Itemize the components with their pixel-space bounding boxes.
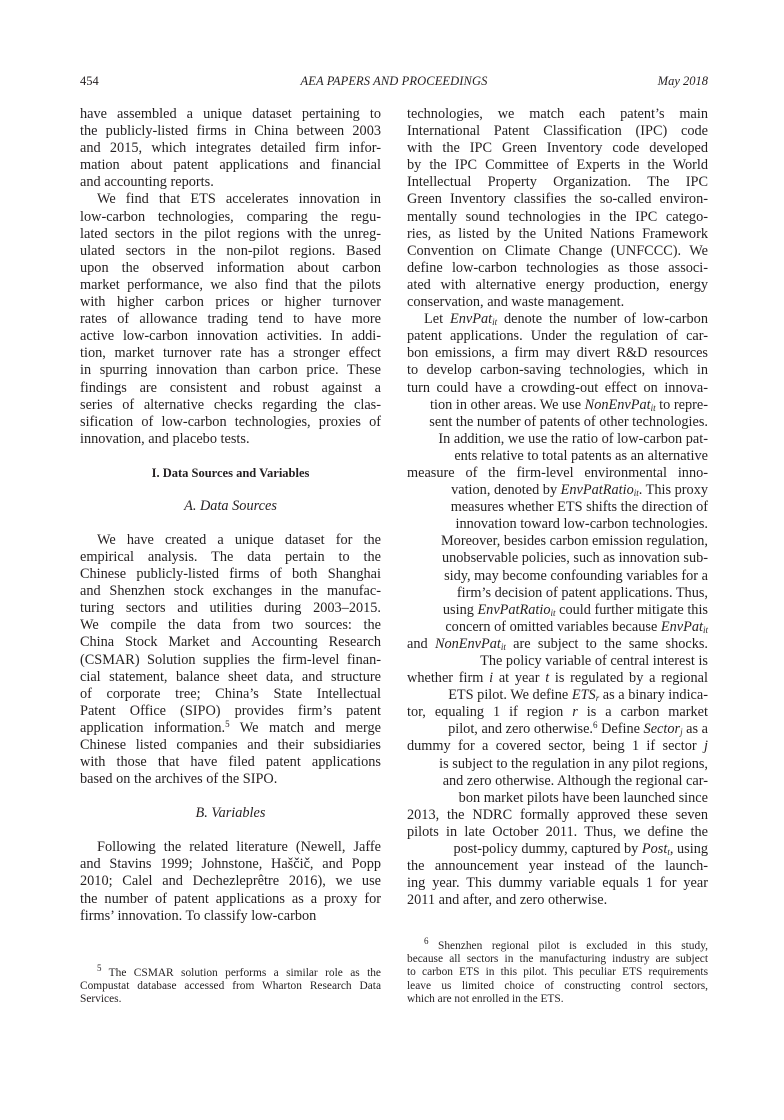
text-line: innovation, and placebo tests. (80, 430, 250, 447)
text-line: define low-carbon technologies as those associ- (407, 259, 708, 276)
text-line (407, 311, 708, 328)
variable-envpat: EnvPat (660, 618, 703, 635)
journal-title: AEA PAPERS AND PROCEEDINGS (300, 74, 488, 88)
footnote-5 (80, 963, 381, 1007)
envpat-paragraph (407, 311, 708, 653)
text-run: Define (597, 721, 644, 738)
text-line: series of alternative checks regarding the clas- (80, 396, 381, 413)
variable-envpatratio: EnvPatRatio (560, 482, 634, 499)
text-run: vation, denoted by (451, 482, 561, 499)
text-run: application information. (80, 719, 226, 736)
text-line: sent the number of patents of other technologies. (429, 413, 708, 430)
text-line: by the IPC Committee of Experts in the World (407, 157, 708, 174)
variable-i: i (489, 670, 494, 687)
text-line: based on the archives of the SIPO. (80, 771, 278, 788)
text-line: the number of patent applications as a proxy for (80, 890, 381, 907)
text-line (407, 397, 708, 414)
variable-t: t (545, 670, 550, 687)
text-line: patent applications. Under the regulation of car- (407, 328, 708, 345)
variable-nonenvpat: NonEnvPat (434, 635, 501, 652)
text-line: Chinese listed companies and their subsidiaries (80, 737, 381, 753)
text-line: Moreover, besides carbon emission regulation, (440, 533, 708, 550)
subscript: it (500, 641, 506, 652)
text-run: , using (669, 841, 708, 858)
text-line: rates of allowance trading tend to have more (80, 311, 381, 328)
text-line (407, 841, 708, 858)
text-run: could further mitigate this (555, 601, 708, 618)
text-run: tor, equaling 1 if region (407, 704, 573, 721)
variable-sector: Sector (643, 721, 681, 738)
variable-post: Post (641, 841, 668, 858)
text-line: Compustat database accessed from Wharton Research Data (80, 980, 381, 993)
text-line: mation about patent applications and financial (80, 157, 381, 174)
text-line: unobservable policies, such as innovation sub- (441, 550, 708, 567)
text-line: Convention on Climate Change (UNFCCC). We (407, 242, 708, 259)
text-run: is regulated by a regional (549, 670, 708, 687)
subscript: it (650, 402, 656, 413)
variable-ets: ETS (571, 687, 596, 704)
variables-paragraph (80, 839, 381, 924)
text-line: turn could have a crowding-out effect on innova- (407, 379, 708, 396)
text-line: 2013, the NDRC formally approved these seven (407, 806, 708, 823)
footnote-6 (407, 936, 708, 1006)
text-line: have assembled a unique dataset pertaining to (80, 106, 381, 122)
text-line: firm’s decision of patent applications. Thus, (456, 584, 708, 601)
text-line: mentally sound technologies in the IPC catego- (407, 208, 708, 225)
left-column (80, 106, 381, 925)
policy-paragraph (407, 653, 708, 909)
text-run: at year (493, 670, 546, 687)
subscript: it (702, 624, 708, 635)
text-line: of corporate tree; China’s State Intellectual (80, 685, 381, 702)
text-run: Shenzhen regional pilot is excluded in this study, (428, 940, 708, 952)
text-line: China Stock Market and Accounting Research (80, 634, 381, 651)
text-line: firms’ innovation. To classify low-carbon (80, 907, 317, 924)
text-run: Let (424, 311, 450, 328)
text-line: with higher carbon prices or higher turnover (80, 294, 381, 311)
text-line (407, 936, 708, 953)
text-run: dummy for a covered sector, being 1 if sector (407, 738, 705, 755)
text-line: turing sectors and utilities during 2003–2015. (80, 600, 381, 617)
text-line: Chinese publicly-listed firms of both Shanghai (80, 566, 381, 583)
text-line: sidy, may become confounding variables for a (444, 567, 708, 584)
subscript: r (595, 693, 600, 704)
text-line: ing year. This dummy variable equals 1 for year (407, 875, 708, 892)
text-line: the announcement year instead of the launch- (407, 858, 708, 875)
text-line: because all sectors in the manufacturing industry are subject (407, 953, 708, 966)
text-line: which are not enrolled in the ETS. (407, 992, 564, 1005)
intro-paragraph (80, 106, 381, 191)
text-run: using (442, 601, 478, 618)
subscript: t (667, 847, 670, 858)
text-line: and Shenzhen stock exchanges in the manufac- (80, 583, 381, 600)
text-line: to develop carbon-saving technologies, which in (407, 362, 708, 379)
text-line (407, 704, 708, 721)
text-line (407, 619, 708, 636)
subsection-heading-a: A. Data Sources (184, 497, 277, 514)
text-line: 2011 and after, and zero otherwise. (407, 892, 608, 909)
text-line: active low-carbon innovation activities. In addi- (80, 328, 381, 345)
text-run: whether firm (407, 670, 490, 687)
text-line: tion, market turnover rate has a stronger effect (80, 345, 381, 362)
subscript: it (633, 488, 639, 499)
text-line: Green Inventory classifies the so-called environ- (407, 191, 708, 208)
text-run: ETS pilot. We define (448, 687, 572, 704)
variable-envpatratio: EnvPatRatio (477, 601, 551, 618)
text-line (407, 738, 708, 755)
text-line: bon emissions, a firm may divert R&D resources (407, 345, 708, 362)
footnote-ref-5[interactable]: 5 (225, 718, 230, 729)
text-line: with the IPC Green Inventory code developed (407, 140, 708, 157)
text-line (80, 720, 381, 737)
text-run: pilot, and zero otherwise. (448, 721, 593, 738)
issue-date: May 2018 (657, 74, 708, 88)
text-run: We match and merge (229, 719, 381, 736)
text-line: ries, as listed by the United Nations Framework (407, 225, 708, 242)
text-line: International Patent Classification (IPC) code (407, 123, 708, 140)
text-line: and Stavins 1999; Johnstone, Haščič, and Popp (80, 856, 381, 873)
text-line: Services. (80, 993, 122, 1006)
right-column (407, 106, 708, 909)
text-line: cial statement, balance sheet data, and structure (80, 668, 381, 685)
text-line: innovation toward low-carbon technologies. (455, 516, 708, 533)
text-line: Intellectual Property Organization. The IPC (407, 174, 708, 191)
text-line: The policy variable of central interest is (480, 653, 708, 669)
text-line: ulated sectors in the non-pilot regions. Based (80, 242, 381, 259)
text-line: and accounting reports. (80, 174, 214, 191)
text-line (407, 687, 708, 704)
footnote-marker: 5 (97, 963, 102, 973)
text-run: concern of omitted variables because (445, 618, 661, 635)
variable-envpat: EnvPat (449, 311, 493, 328)
text-line: pilots in late October 2011. Thus, we define the (407, 823, 708, 840)
text-line: conservation, and waste management. (407, 294, 625, 311)
text-line: technologies, we match each patent’s main (407, 106, 708, 122)
subscript: it (550, 607, 556, 618)
variable-r: r (572, 704, 578, 721)
page-number: 454 (80, 74, 99, 88)
subscript: j (680, 727, 683, 738)
text-line: We find that ETS accelerates innovation in (97, 191, 381, 208)
text-line: bon market pilots have been launched since (458, 789, 708, 806)
variable-nonenvpat: NonEnvPat (584, 396, 651, 413)
text-line: (CSMAR) Solution supplies the firm-level finan- (80, 651, 381, 668)
text-line: to carbon ETS in this pilot. This peculiar ETS requirements (407, 966, 708, 979)
footnote-ref-6[interactable]: 6 (593, 720, 598, 731)
text-line: low-carbon technologies, comparing the regu- (80, 208, 381, 225)
text-run: and (407, 635, 435, 652)
text-run: denote the number of low-carbon (497, 311, 708, 328)
text-line: We have created a unique dataset for the (97, 531, 381, 548)
text-line: lated sectors in the pilot regions with the unreg- (80, 225, 381, 242)
text-line (407, 602, 708, 619)
text-run: post-policy dummy, captured by (453, 841, 642, 858)
text-line: with those that have filed patent applications (80, 754, 381, 771)
subscript: it (492, 317, 498, 328)
text-line: We compile the data from two sources: the (80, 617, 381, 634)
text-line (407, 670, 708, 687)
text-line: the publicly-listed firms in China between 2003 (80, 123, 381, 140)
text-line: and zero otherwise. Although the regional car- (442, 772, 708, 789)
text-run: is a carbon market (577, 704, 708, 721)
text-line: measure of the firm-level environmental inno- (407, 464, 708, 481)
text-line: Following the related literature (Newell, Jaffe (97, 839, 381, 856)
subsection-heading-b: B. Variables (195, 805, 266, 822)
text-run: to repre- (655, 396, 708, 413)
text-line: and 2015, which integrates detailed firm infor- (80, 140, 381, 157)
text-line (80, 963, 381, 980)
findings-paragraph (80, 191, 381, 447)
text-line: leave us limited choice of constructing control sectors, (407, 979, 708, 992)
text-line: findings are consistent and robust against a (80, 379, 381, 396)
text-line: upon the observed information about carbon (80, 259, 381, 276)
text-line: is subject to the regulation in any pilot regions, (439, 755, 708, 772)
text-line: sification of low-carbon technologies, proxies of (80, 413, 381, 430)
classification-paragraph (407, 106, 708, 311)
text-run: are subject to the same shocks. (505, 635, 708, 652)
text-run: . This proxy (638, 482, 708, 499)
variable-j: j (704, 738, 708, 755)
text-line (407, 482, 708, 499)
text-line (407, 721, 708, 738)
section-heading: I. Data Sources and Variables (151, 465, 310, 480)
footnote-marker: 6 (424, 936, 429, 946)
text-line: ents relative to total patents as an alternative (454, 447, 708, 464)
text-line: Patent Office (SIPO) provides firm’s patent (80, 702, 381, 719)
text-line: in spurring innovation than carbon price. These (80, 362, 381, 379)
text-run: tion in other areas. We use (430, 396, 585, 413)
text-line: measures whether ETS shifts the direction of (450, 499, 708, 516)
text-line: 2010; Calel and Dechezleprêtre 2016), we use (80, 873, 381, 890)
text-run: as a binary indica- (599, 687, 708, 704)
text-line: In addition, we use the ratio of low-carbon pat- (438, 430, 708, 447)
text-line: market performance, we also find that the pilots (80, 276, 381, 293)
text-line (407, 636, 708, 653)
text-run: The CSMAR solution performs a similar role as the (101, 967, 381, 979)
running-header (80, 74, 708, 90)
text-line: empirical analysis. The data pertain to the (80, 548, 381, 565)
data-sources-paragraph (80, 532, 381, 788)
text-run: as a (682, 721, 708, 738)
text-line: ated with alternative energy production, energy (407, 276, 708, 293)
